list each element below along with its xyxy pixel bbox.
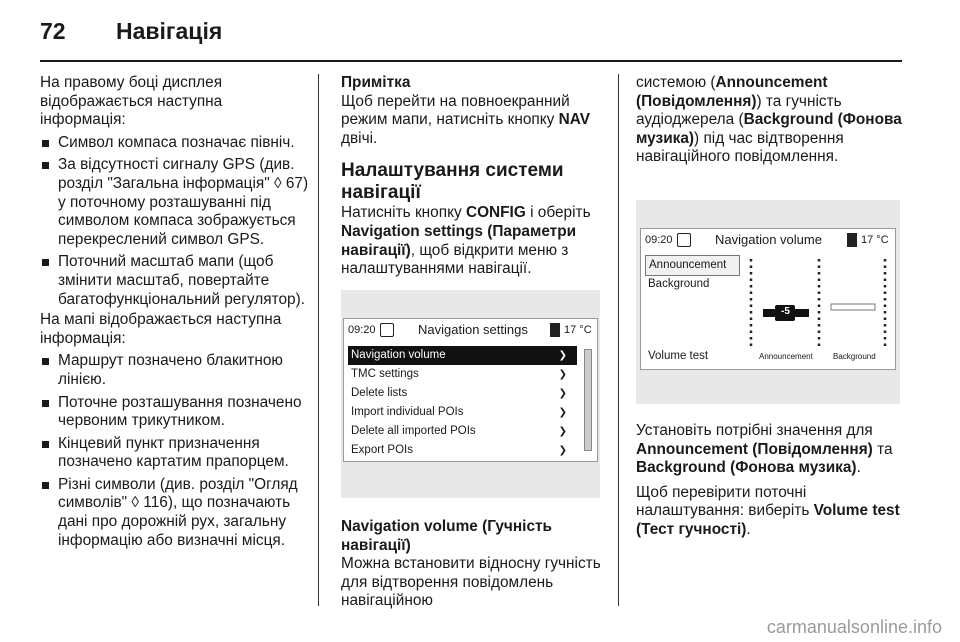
note-title: Примітка [341,74,411,91]
chevron-right-icon: ❯ [558,369,567,380]
screenshot-navigation-settings [341,290,600,498]
paragraph-3: Щоб перевірити поточні налаштування: виберіть Volume test (Тест гучності). [636,483,900,538]
announcement-value: -5 [781,306,790,317]
volume-sliders [745,255,891,365]
menu-item-volume-test[interactable]: Volume test [648,350,709,362]
column-divider-1 [318,74,319,606]
column-3-bottom [636,422,902,540]
paragraph-1: системою (Announcement (Повідомлення)) та гучність аудіоджерела (Background (Фонова музика)) під час відтворення навігаційного повідомлення. [636,74,902,166]
bullet-item: Маршрут позначено блакитною лінією. [40,352,310,389]
menu-item-delete-lists[interactable]: Delete lists ❯ [348,384,577,403]
column-1 [40,74,310,550]
menu-item-background[interactable]: Background [648,278,710,290]
chevron-right-icon: ❯ [558,426,567,437]
scrollbar[interactable] [584,349,592,451]
menu-item-delete-imported-pois[interactable]: Delete all imported POIs ❯ [348,422,577,441]
column-2 [341,74,607,279]
compass-icon [380,323,394,337]
chevron-right-icon: ❯ [558,445,567,456]
column-divider-2 [618,74,619,606]
thermometer-icon [550,323,560,337]
slider-label-announcement: Announcement [759,352,813,361]
thermometer-icon [847,233,857,247]
slider-label-background: Background [833,352,876,361]
page-number: 72 [40,18,66,44]
watermark: carmanualsonline.info [766,617,942,637]
screenshot-navigation-volume [636,200,900,404]
screen-header [641,229,895,253]
screen-title: Navigation volume [715,232,822,247]
screen-display [640,228,896,370]
bullet-item: Символ компаса позначає північ. [40,134,310,153]
intro-text-2: На мапі відображається наступна інформація: [40,311,282,347]
bullet-item: За відсутності сигналу GPS (див. розділ "Загальна інформація" ◊ 67) у поточному розташуванні під символом компаса зображується перекреслений символ GPS. [40,156,310,249]
column-2-bottom [341,518,607,611]
compass-icon [677,233,691,247]
chevron-right-icon: ❯ [558,407,567,418]
intro-text: На правому боці дисплея відображається наступна інформація: [40,74,223,129]
menu-item-navigation-volume[interactable]: Navigation volume ❯ [348,346,577,365]
note-text: Щоб перейти на повноекранний режим мапи, натисніть кнопку NAV двічі. [341,92,591,147]
chevron-right-icon: ❯ [558,350,567,361]
menu-item-announcement[interactable]: Announcement [645,255,740,276]
section-title: Налаштування системи навігації [341,160,564,204]
page-header [40,14,902,54]
screen-header [344,319,597,343]
menu-item-import-pois[interactable]: Import individual POIs ❯ [348,403,577,422]
screen-display [343,318,598,462]
bullet-item: Поточний масштаб мапи (щоб змінити масштаб, повертайте багатофункціональний регулятор). [40,253,310,309]
subsection-title: Navigation volume (Гучність навігації) [341,518,552,554]
paragraph-2: Установіть потрібні значення для Announcement (Повідомлення) та Background (Фонова музика). [636,422,893,477]
screen-temperature: 17 °C [861,234,889,246]
bullet-item: Різні символи (див. розділ "Огляд символів" ◊ 116), що позначають дані про дорожній рух, загальну інформацію або визначні місця. [40,476,310,550]
menu-item-tmc-settings[interactable]: TMC settings ❯ [348,365,577,384]
bullet-item: Кінцевий пункт призначення позначено картатим прапорцем. [40,435,310,472]
header-rule [40,60,902,62]
screen-time: 09:20 [645,234,673,246]
screen-temperature: 17 °C [564,324,592,336]
chevron-right-icon: ❯ [558,388,567,399]
page-title: Навігація [116,18,223,44]
bullet-item: Поточне розташування позначено червоним трикутником. [40,394,310,431]
section-text: Натисніть кнопку CONFIG і оберіть Navigation settings (Параметри навігації), щоб відкрити меню з налаштуваннями навігації. [341,204,591,278]
subsection-text: Можна встановити відносну гучність для відтворення повідомлень навігаційною [341,555,601,610]
menu-item-export-pois[interactable]: Export POIs ❯ [348,441,577,460]
screen-title: Navigation settings [418,322,528,337]
column-3 [636,74,902,167]
screen-time: 09:20 [348,324,376,336]
